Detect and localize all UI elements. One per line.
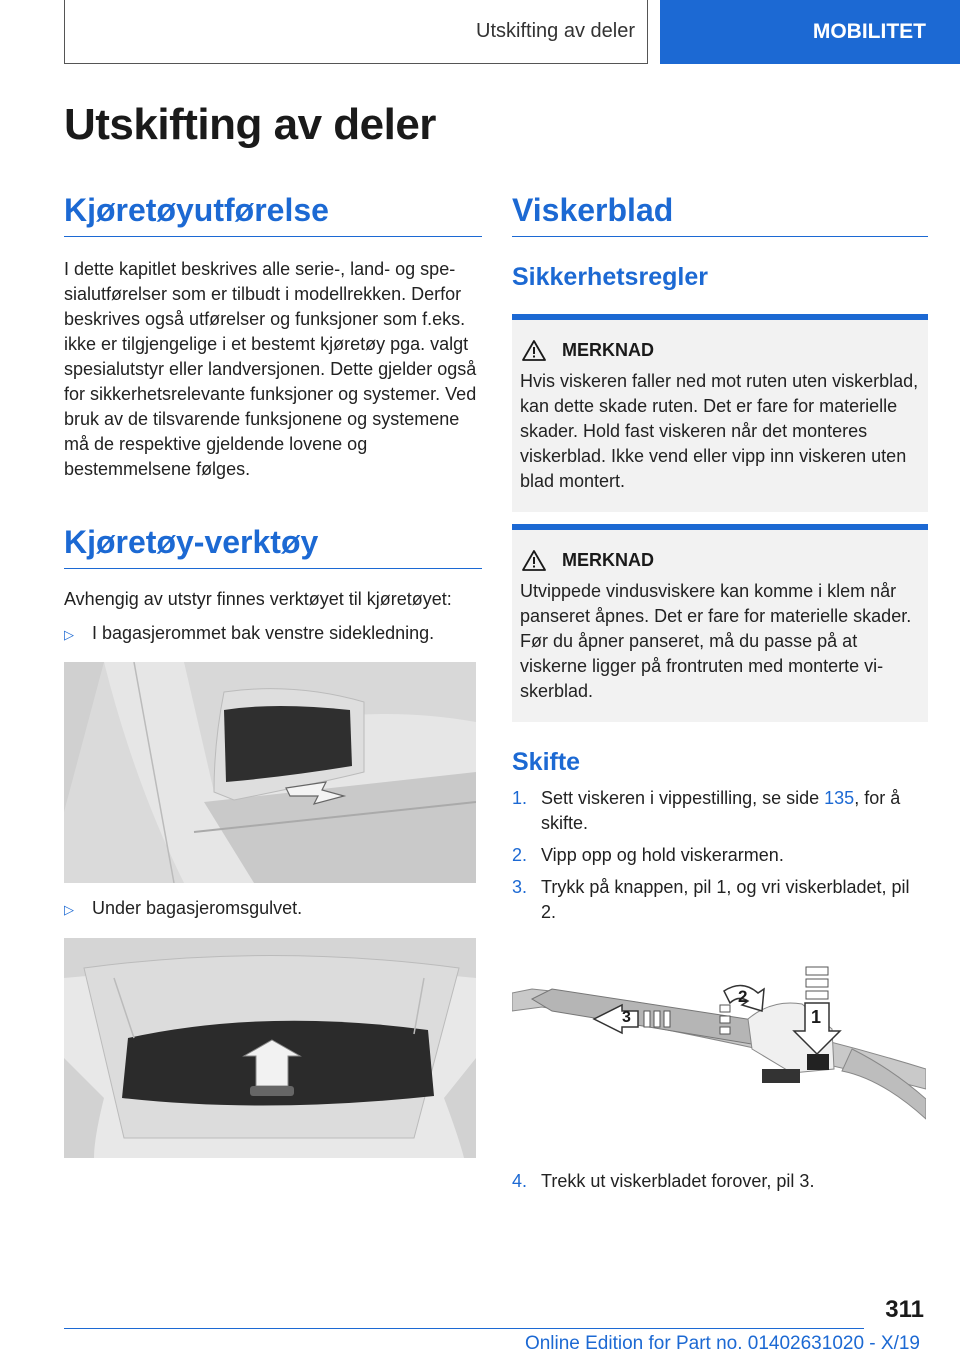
- diagram-label-1: 1: [811, 1007, 822, 1027]
- left-column: [64, 190, 482, 1158]
- header-section: [64, 0, 648, 64]
- page-reference-link[interactable]: 135: [824, 788, 855, 808]
- vehicle-version-text: I dette kapitlet beskrives alle serie-, land- og spesialutførelser som er tilbudt i modellrekken. Derfor beskrives også utførelser og funksjoner som f.eks. ikke er tilgjengelige i et bestemt kjøretøy pga. valgt spesialutstyr eller landversjonen. Dette gjelder også for sikkerhetsrelevante funksjoner og systemer. Ved bruk av de tilsvarende funksjonene og systemene må de respektive gjeldende lovene og bestemmelsene følges.: [64, 259, 477, 479]
- warning-title-text: MERKNAD: [562, 339, 654, 360]
- tools-intro-text: Avhengig av utstyr finnes verktøyet til kjøretøyet:: [64, 589, 452, 609]
- list-item: [512, 875, 928, 925]
- triangle-bullet-icon: ▷: [64, 627, 74, 642]
- list-item-text: I bagasjerommet bak venstre sidekledning.: [92, 623, 435, 643]
- subheading-change: Skifte: [512, 747, 581, 776]
- warning-triangle-icon: [522, 340, 546, 361]
- warning-triangle-icon: [522, 550, 546, 571]
- step-number: 4.: [512, 1171, 528, 1191]
- trunk-floor-image: [64, 938, 476, 1158]
- warning-title: [520, 340, 920, 361]
- warning-box: [512, 314, 928, 512]
- list-item: [512, 1169, 928, 1194]
- diagram-label-2: 2: [738, 987, 748, 1006]
- header-chapter-title: MOBILITET: [812, 20, 926, 43]
- step-text: , for å skifte.: [541, 788, 901, 833]
- list-item-text: Under bagasjeromsgulvet.: [92, 898, 303, 918]
- step-number: 3.: [512, 877, 528, 897]
- list-item-text: [541, 786, 928, 836]
- right-column: [512, 190, 928, 1194]
- step-text: Sett viskeren i vippestilling, se side: [541, 788, 825, 808]
- list-item: [64, 621, 482, 647]
- warning-title: [520, 550, 920, 571]
- trunk-side-panel-image: [64, 662, 476, 883]
- header-chapter[interactable]: [660, 0, 960, 64]
- section-heading-wiper-blades: Viskerblad: [512, 190, 928, 237]
- list-item: [512, 786, 928, 836]
- triangle-bullet-icon: ▷: [64, 902, 74, 917]
- section-heading-vehicle-version: Kjøretøyutførelse: [64, 190, 482, 237]
- wiper-blade-diagram: [512, 959, 926, 1139]
- list-item-text: Trykk på knappen, pil 1, og vri viskerbladet, pil 2.: [541, 877, 910, 922]
- list-item-text: Vipp opp og hold viskerarmen.: [541, 845, 784, 865]
- header-section-title: Utskifting av deler: [476, 20, 635, 42]
- step-number: 1.: [512, 788, 528, 808]
- warning-text: Utvippede vindusviskere kan komme i klem når panseret åpnes. Det er fare for materielle skader. Før du åpner panseret, må du passe på at viskerne ligger på frontruten med monterte viskerblad.: [520, 580, 912, 701]
- page-number: 311: [885, 1296, 924, 1323]
- list-item: [512, 843, 928, 868]
- page-title: Utskifting av deler: [64, 100, 436, 149]
- warning-text: Hvis viskeren faller ned mot ruten uten viskerblad, kan dette skade ruten. Det er fare for materielle skader. Hold fast viskeren når det monteres viskerblad. Ikke vend eller vipp inn viskeren uten blad montert.: [520, 370, 919, 491]
- step-number: 2.: [512, 845, 528, 865]
- warning-box: [512, 524, 928, 722]
- diagram-label-3: 3: [622, 1009, 631, 1026]
- section-heading-vehicle-tools: Kjøretøy-verktøy: [64, 522, 482, 569]
- list-item-text: Trekk ut viskerbladet forover, pil 3.: [541, 1171, 815, 1191]
- list-item: [64, 896, 482, 922]
- footer-edition: Online Edition for Part no. 01402631020 - X/19: [524, 1333, 920, 1354]
- footer-divider: [64, 1328, 864, 1329]
- warning-title-text: MERKNAD: [562, 549, 654, 570]
- subheading-safety-rules: Sikkerhetsregler: [512, 263, 708, 291]
